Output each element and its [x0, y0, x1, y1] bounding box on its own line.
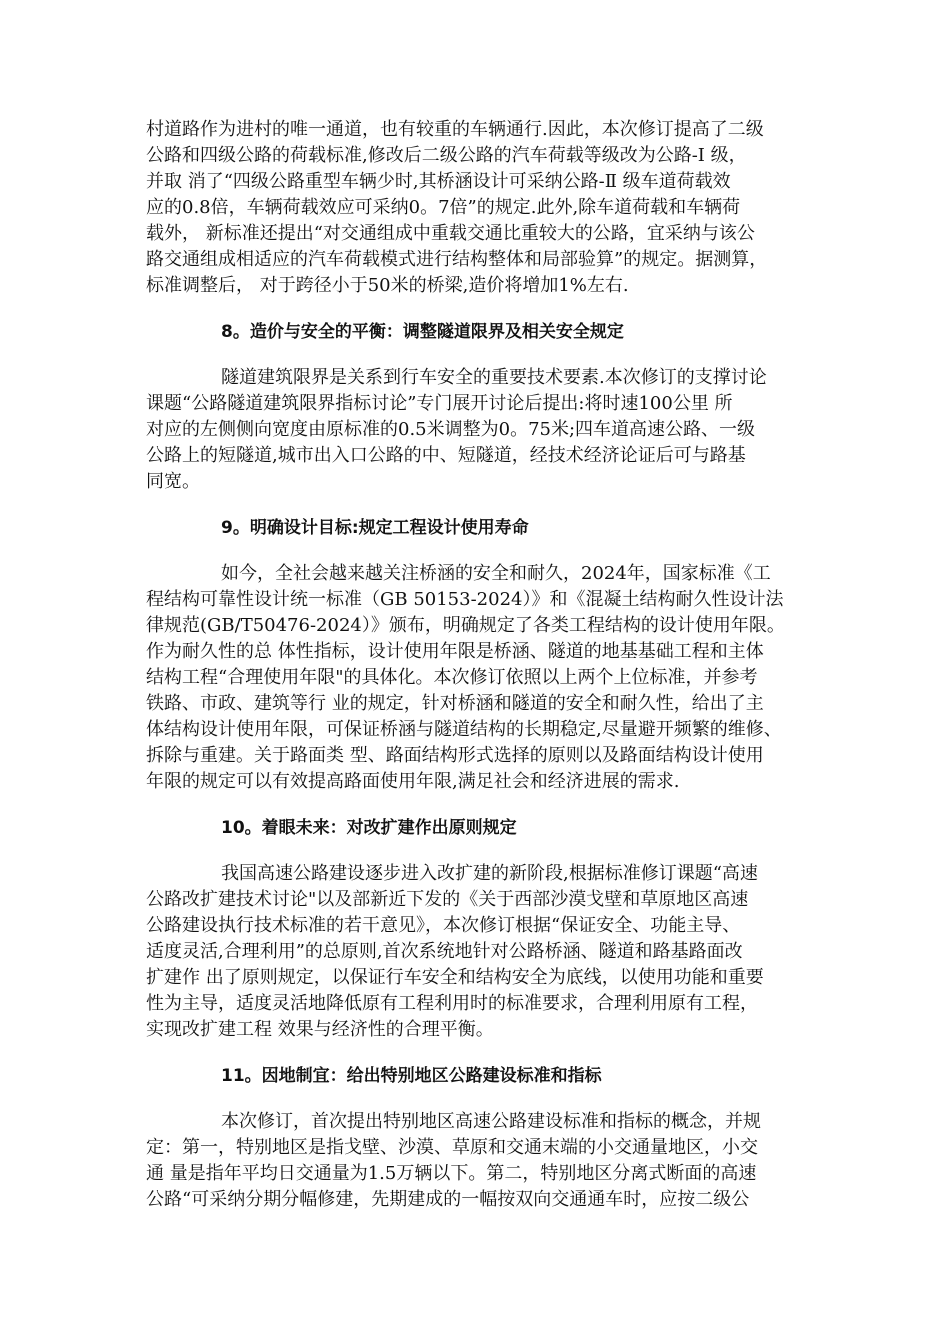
text-line: 同宽。 — [146, 471, 200, 492]
paragraph — [146, 861, 814, 1043]
text-line: 律规范(GB/T50476-2024）》颁布，明确规定了各类工程结构的设计使用年限。 — [146, 615, 785, 636]
section-heading: 9。明确设计目标:规定工程设计使用寿命 — [221, 518, 529, 538]
text-line: 公路“可采纳分期分幅修建，先期建成的一幅按双向交通通车时，应按二级公 — [146, 1189, 750, 1210]
text-line: 隧道建筑限界是关系到行车安全的重要技术要素.本次修订的支撑讨论 — [221, 367, 767, 388]
text-line: 公路改扩建技术讨论"以及部新近下发的《关于西部沙漠戈壁和草原地区高速 — [146, 889, 749, 910]
text-line: 路交通组成相适应的汽车荷载模式进行结构整体和局部验算”的规定。据测算， — [146, 249, 768, 270]
section-heading: 8。造价与安全的平衡：调整隧道限界及相关安全规定 — [221, 322, 624, 342]
text-line: 标准调整后， 对于跨径小于50米的桥梁,造价将增加1%左右. — [146, 275, 629, 296]
text-line: 体结构设计使用年限，可保证桥涵与隧道结构的长期稳定,尽量避开频繁的维修、 — [146, 719, 782, 740]
text-line: 年限的规定可以有效提高路面使用年限,满足社会和经济进展的需求. — [146, 771, 680, 792]
section-heading: 11。因地制宜：给出特别地区公路建设标准和指标 — [221, 1066, 602, 1086]
text-line: 拆除与重建。关于路面类 型、路面结构形式选择的原则以及路面结构设计使用 — [146, 745, 764, 766]
document-page — [146, 117, 814, 1213]
paragraph — [146, 117, 814, 299]
paragraph — [146, 1109, 814, 1213]
paragraph — [146, 365, 814, 495]
text-line: 扩建作 出了原则规定，以保证行车安全和结构安全为底线，以使用功能和重要 — [146, 967, 764, 988]
text-line: 定：第一，特别地区是指戈壁、沙漠、草原和交通末端的小交通量地区，小交 — [146, 1137, 758, 1158]
text-line: 公路建设执行技术标准的若干意见》，本次修订根据“保证安全、功能主导、 — [146, 915, 741, 936]
text-line: 村道路作为进村的唯一通道，也有较重的车辆通行.因此，本次修订提高了二级 — [146, 119, 764, 140]
text-line: 通 量是指年平均日交通量为1.5万辆以下。第二，特别地区分离式断面的高速 — [146, 1163, 757, 1184]
text-line: 对应的左侧侧向宽度由原标准的0.5米调整为0。75米;四车道高速公路、一级 — [146, 419, 756, 440]
text-line: 作为耐久性的总 体性指标，设计使用年限是桥涵、隧道的地基基础工程和主体 — [146, 641, 764, 662]
text-line: 如今，全社会越来越关注桥涵的安全和耐久，2024年，国家标准《工 — [221, 563, 771, 584]
text-line: 公路上的短隧道,城市出入口公路的中、短隧道，经技术经济论证后可与路基 — [146, 445, 746, 466]
text-line: 公路和四级公路的荷载标准,修改后二级公路的汽车荷载等级改为公路-Ⅰ 级， — [146, 145, 747, 166]
text-line: 适度灵活,合理利用”的总原则,首次系统地针对公路桥涵、隧道和路基路面改 — [146, 941, 743, 962]
text-line: 课题“公路隧道建筑限界指标讨论”专门展开讨论后提出:将时速100公里 所 — [146, 393, 733, 414]
text-line: 应的0.8倍，车辆荷载效应可采纳0。7倍”的规定.此外,除车道荷载和车辆荷 — [146, 197, 741, 218]
text-line: 结构工程“合理使用年限"的具体化。本次修订依照以上两个上位标准，并参考 — [146, 667, 758, 688]
section-heading: 10。着眼未来：对改扩建作出原则规定 — [221, 818, 517, 838]
text-line: 程结构可靠性设计统一标准（GB 50153-2024）》和《混凝土结构耐久性设计法 — [146, 589, 784, 610]
text-line: 载外， 新标准还提出“对交通组成中重载交通比重较大的公路，宜采纳与该公 — [146, 223, 755, 244]
text-line: 我国高速公路建设逐步进入改扩建的新阶段,根据标准修订课题“高速 — [221, 863, 758, 884]
text-line: 并取 消了“四级公路重型车辆少时,其桥涵设计可采纳公路-Ⅱ 级车道荷载效 — [146, 171, 731, 192]
paragraph — [146, 561, 814, 795]
text-line: 实现改扩建工程 效果与经济性的合理平衡。 — [146, 1019, 494, 1040]
text-line: 铁路、市政、建筑等行 业的规定，针对桥涵和隧道的安全和耐久性，给出了主 — [146, 693, 764, 714]
text-line: 本次修订，首次提出特别地区高速公路建设标准和指标的概念，并规 — [221, 1111, 761, 1132]
text-line: 性为主导，适度灵活地降低原有工程利用时的标准要求，合理利用原有工程， — [146, 993, 758, 1014]
